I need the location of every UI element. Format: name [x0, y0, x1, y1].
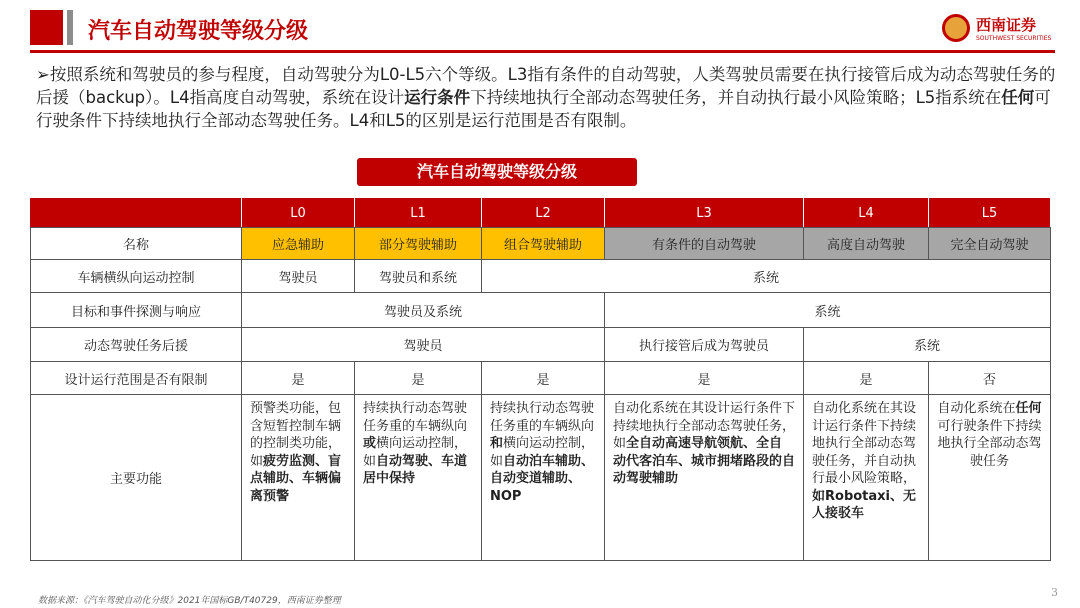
text-segment: 横向运动控制，如 [363, 436, 468, 469]
header-l4: L4 [804, 199, 929, 228]
cell: 系统 [804, 328, 1051, 362]
text-segment: 自动化系统在 [937, 401, 1016, 416]
bold-text-segment: 任何 [1001, 88, 1035, 107]
text-segment: 持续执行动态驾驶任务重的车辆纵向 [363, 401, 468, 434]
name-l5: 完全自动驾驶 [929, 228, 1051, 260]
text-segment: 横向运动控制，如 [490, 436, 595, 469]
function-l0 [242, 395, 355, 561]
name-l3: 有条件的自动驾驶 [605, 228, 804, 260]
text-segment: 预警类功能，包含短暂控制车辆的控制类功能，如 [250, 401, 342, 469]
table-row [31, 293, 1051, 328]
row-label: 动态驾驶任务后援 [31, 328, 242, 362]
bold-text-segment: 自动泊车辅助、自动变道辅助、NOP [490, 453, 595, 504]
text-segment: 下持续地执行全部动态驾驶任务，并自动执行最小风险策略；L5指系统在 [470, 88, 1002, 107]
function-l1 [355, 395, 482, 561]
title-accent-bar [67, 10, 73, 45]
cell: 是 [242, 362, 355, 395]
page-title: 汽车自动驾驶等级分级 [88, 19, 309, 44]
header-l2: L2 [482, 199, 605, 228]
logo-text: 西南证券 [976, 16, 1037, 34]
cell: 系统 [605, 293, 1051, 328]
function-l5 [929, 395, 1051, 561]
source-note: 数据来源：《汽车驾驶自动化分级》2021年国标GB/T40729，西南证券整理 [38, 596, 341, 606]
row-label: 车辆横纵向运动控制 [31, 260, 242, 293]
page-number: 3 [1051, 586, 1058, 599]
bold-text-segment: 任何 [1015, 401, 1042, 416]
function-l2 [482, 395, 605, 561]
cell: 系统 [482, 260, 1051, 293]
text-segment: ➢按照系统和驾驶员的参与程度，自动驾驶分为L0-L5六个等级。L3指有条件的自动驾驶，人类驾驶员需要在执行接管后成为动态驾驶任务的后援（backup）。L4指高度自动驾驶，系统在设计 [36, 65, 1056, 107]
row-label: 设计运行范围是否有限制 [31, 362, 242, 395]
cell: 执行接管后成为驾驶员 [605, 328, 804, 362]
bold-text-segment: 运行条件 [404, 88, 471, 107]
company-logo [942, 12, 1052, 46]
cell: 是 [605, 362, 804, 395]
logo-english: SOUTHWEST SECURITIES [976, 35, 1052, 42]
row-label: 主要功能 [31, 395, 242, 561]
text-segment: 持续执行动态驾驶任务重的车辆纵向 [490, 401, 595, 434]
table-row [31, 228, 1051, 260]
bold-text-segment: 全自动高速导航领航、全自动代客泊车、城市拥堵路段的自动驾驶辅助 [613, 436, 796, 486]
function-l4 [804, 395, 929, 561]
cell: 是 [482, 362, 605, 395]
table-row [31, 260, 1051, 293]
row-label: 名称 [31, 228, 242, 260]
text-segment: 可行驶条件下持续地执行全部动态驾驶任务 [937, 418, 1042, 469]
row-label: 目标和事件探测与响应 [31, 293, 242, 328]
table-row [31, 362, 1051, 395]
header-l1: L1 [355, 199, 482, 228]
table-row [31, 395, 1051, 561]
bold-text-segment: 或 [363, 436, 377, 451]
header-empty [31, 199, 242, 228]
intro-paragraph [36, 63, 1056, 132]
name-l4: 高度自动驾驶 [804, 228, 929, 260]
text-segment: 自动化系统在其设计运行条件下持续地执行全部动态驾驶任务，如 [613, 401, 796, 451]
cell: 驾驶员及系统 [242, 293, 605, 328]
title-accent-block [30, 10, 63, 45]
cell: 否 [929, 362, 1051, 395]
cell: 驾驶员 [242, 328, 605, 362]
cell: 是 [804, 362, 929, 395]
bold-text-segment: 和 [490, 436, 504, 451]
text-segment: 自动化系统在其设计运行条件下持续地执行全部动态驾驶任务，并自动执行最小风险策略， [812, 401, 917, 486]
logo-emblem-icon [942, 14, 970, 42]
bold-text-segment: 如Robotaxi、无人接驳车 [812, 488, 917, 521]
cell: 是 [355, 362, 482, 395]
table-row [31, 328, 1051, 362]
name-l1: 部分驾驶辅助 [355, 228, 482, 260]
header-l3: L3 [605, 199, 804, 228]
header-divider [30, 50, 1055, 53]
function-l3 [605, 395, 804, 561]
bold-text-segment: 疲劳监测、盲点辅助、车辆偏离预警 [250, 453, 342, 504]
cell: 驾驶员和系统 [355, 260, 482, 293]
levels-table [30, 198, 1051, 561]
header-l5: L5 [929, 199, 1051, 228]
table-header-row [31, 199, 1051, 228]
header-l0: L0 [242, 199, 355, 228]
table-title: 汽车自动驾驶等级分级 [357, 158, 637, 186]
name-l0: 应急辅助 [242, 228, 355, 260]
cell: 驾驶员 [242, 260, 355, 293]
text-segment: 可行驶条件下持续地执行全部动态驾驶任务。L4和L5的区别是运行范围是否有限制。 [36, 88, 1051, 130]
bold-text-segment: 自动驾驶、车道居中保持 [363, 453, 468, 486]
name-l2: 组合驾驶辅助 [482, 228, 605, 260]
